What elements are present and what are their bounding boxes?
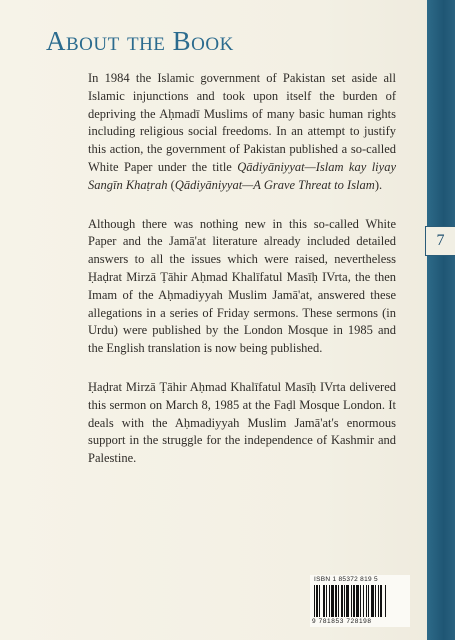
barcode-stripe xyxy=(385,585,386,617)
barcode-stripe xyxy=(335,585,337,617)
spine-number: 7 xyxy=(436,232,445,249)
barcode-stripe xyxy=(360,585,361,617)
barcode-stripe xyxy=(338,585,339,617)
paragraph-1-end: ). xyxy=(374,177,383,192)
barcode-stripe xyxy=(353,585,355,617)
barcode-stripe xyxy=(316,585,318,617)
barcode-bars xyxy=(314,585,406,617)
isbn-number: ISBN 1 85372 819 5 xyxy=(314,576,378,583)
paragraph-1-text: In 1984 the Islamic government of Pakistan set aside all Islamic injunctions and took upon itself the burden of depriving the Aḥmadī Muslims of many basic human rights including religious social freedoms. In an attempt to justify this action, the government of Pakistan published a so-called White Paper under the title xyxy=(88,71,396,174)
barcode-stripe xyxy=(319,585,320,617)
barcode-stripe xyxy=(375,585,376,617)
barcode-stripe xyxy=(341,585,343,617)
paragraph-2: Although there was nothing new in this so-called White Paper and the Jamā'at literature already included detailed answers to all the issues which were raised, nevertheless Ḥaḍrat Mirzā Ṭāhir Aḥmad Khalīfatul Masīḥ IVrta, the then Imam of the Aḥmadiyyah Muslim Jamā'at, answered these allegations in a series of Friday sermons. These sermons (in Urdu) were published by the London Mosque in 1985 and the English translation is now being published. xyxy=(88,216,396,356)
paragraph-3: Ḥaḍrat Mirzā Ṭāhir Aḥmad Khalīfatul Masīḥ IVrta delivered this sermon on March 8, 1985 at the Faḍl Mosque London. It deals with the Aḥmadiyyah Muslim Jamā'at's enormous support in the struggle for the independence of Kashmir and Palestine. xyxy=(88,379,396,466)
barcode-stripe xyxy=(326,585,327,617)
paragraph-1 xyxy=(88,70,396,195)
paragraph-1-paren: ( xyxy=(167,177,175,192)
barcode-stripe xyxy=(366,585,367,617)
book-spine xyxy=(427,0,455,640)
barcode-stripe xyxy=(378,585,379,617)
barcode-stripe xyxy=(371,585,374,617)
isbn-barcode xyxy=(310,575,410,627)
barcode-stripe xyxy=(380,585,382,617)
barcode-stripe xyxy=(356,585,359,617)
barcode-stripe xyxy=(329,585,330,617)
urdu-title: Qādiyāniyyat—Islam kay liyay Sangīn Khaṭrah xyxy=(88,159,396,192)
barcode-stripe xyxy=(368,585,369,617)
barcode-stripe xyxy=(344,585,345,617)
barcode-stripe xyxy=(363,585,364,617)
barcode-stripe xyxy=(314,585,315,617)
barcode-stripe xyxy=(331,585,334,617)
english-title: Qādiyāniyyat—A Grave Threat to Islam xyxy=(174,177,375,192)
barcode-stripe xyxy=(351,585,352,617)
barcode-stripe xyxy=(346,585,349,617)
spine-number-badge xyxy=(425,226,455,256)
book-description xyxy=(88,70,396,468)
ean-number: 9 781853 728198 xyxy=(312,618,372,625)
barcode-stripe xyxy=(323,585,325,617)
page-title: About the Book xyxy=(46,26,234,56)
